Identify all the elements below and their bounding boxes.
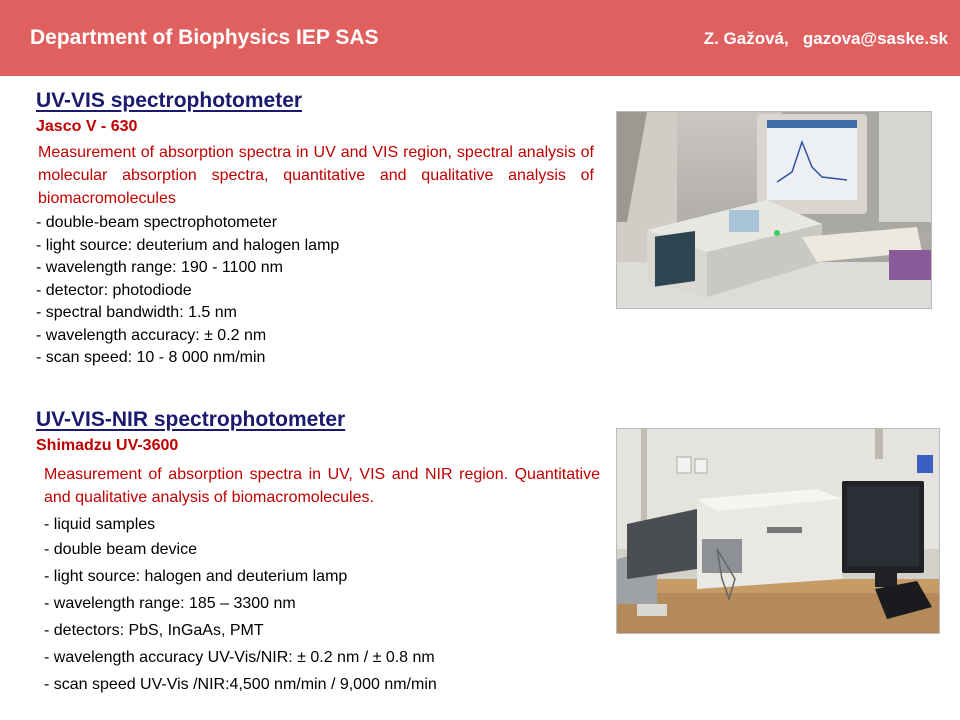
header-bar xyxy=(0,0,960,76)
spec-item: - double beam device xyxy=(44,541,197,558)
spec-item: - wavelength range: 190 - 1100 nm xyxy=(36,259,283,276)
spec-item: - detector: photodiode xyxy=(36,281,192,299)
shimadzu-photo xyxy=(616,428,940,634)
section1-description: Measurement of absorption spectra in UV and VIS region, spectral analysis of molecular absorption spectra, quantitative and qualitative analysis of biomacromolecules xyxy=(38,144,594,207)
spec-item: - double-beam spectrophotometer xyxy=(36,214,278,231)
section1-title: UV-VIS spectrophotometer xyxy=(36,89,303,112)
spec-item: - spectral bandwidth: 1.5 nm xyxy=(36,304,237,321)
spec-item: - wavelength range: 185 – 3300 nm xyxy=(44,595,296,612)
section2-description: Measurement of absorption spectra in UV, VIS and NIR region. Quantitative and qualitative analysis of biomacromolecules. xyxy=(44,466,600,506)
spec-item: - liquid samples xyxy=(44,516,156,533)
spec-item: - scan speed UV-Vis /NIR:4,500 nm/min / 9,000 nm/min xyxy=(44,676,437,693)
spec-item: - wavelength accuracy UV-Vis/NIR: ± 0.2 nm / ± 0.8 nm xyxy=(44,649,435,666)
jasco-photo xyxy=(616,111,932,309)
spec-item: - scan speed: 10 - 8 000 nm/min xyxy=(36,349,266,366)
spec-item: - light source: halogen and deuterium lamp xyxy=(44,568,348,585)
spec-item: - light source: deuterium and halogen lamp xyxy=(36,236,340,254)
section1-model: Jasco V - 630 xyxy=(36,118,138,135)
spec-item: - wavelength accuracy: ± 0.2 nm xyxy=(36,326,267,344)
department-title: Department of Biophysics IEP SAS xyxy=(30,26,379,49)
section2-model: Shimadzu UV-3600 xyxy=(36,437,179,454)
section1-spec-list xyxy=(36,212,339,370)
section2-title: UV-VIS-NIR spectrophotometer xyxy=(36,408,346,431)
author-contact: Z. Gažová, gazova@saske.sk xyxy=(703,29,948,48)
spec-item: - detectors: PbS, InGaAs, PMT xyxy=(44,622,264,639)
section2-spec-list xyxy=(44,514,437,698)
